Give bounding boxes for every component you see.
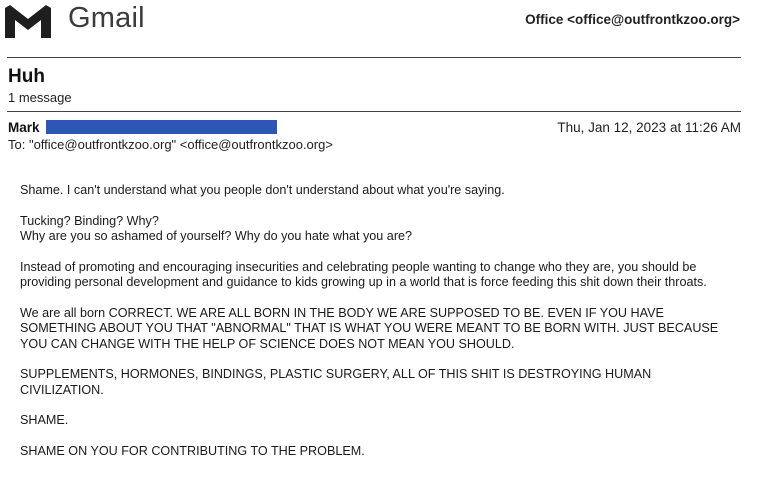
- sender-name: Mark: [8, 120, 40, 135]
- body-paragraph: Tucking? Binding? Why? Why are you so ashamed of yourself? Why do you hate what you are?: [20, 213, 413, 243]
- message-divider: [7, 111, 741, 112]
- body-paragraph: SHAME.: [20, 413, 69, 427]
- account-address: Office <office@outfrontkzoo.org>: [525, 12, 740, 27]
- redacted-sender-email: [46, 120, 277, 134]
- body-paragraph: We are all born CORRECT. WE ARE ALL BORN IN THE BODY WE ARE SUPPOSED TO BE. EVEN IF YOU HAVE SOMETHING ABOUT YOU THAT "ABNORMAL" THAT IS WHAT YOU WERE MEANT TO BE BORN WITH. JUST BECAUSE YOU CAN CHANGE WITH THE HELP OF SCIENCE DOES NOT MEAN YOU SHOULD.: [20, 305, 719, 351]
- header-divider: [7, 57, 741, 58]
- gmail-logo-icon: [2, 2, 54, 40]
- message-count: 1 message: [8, 90, 72, 105]
- message-body: [20, 183, 736, 474]
- message-date: Thu, Jan 12, 2023 at 11:26 AM: [557, 120, 741, 135]
- body-paragraph: Instead of promoting and encouraging insecurities and celebrating people wanting to change who they are, you should be providing personal development and guidance to kids growing up in a world that is force feeding this shit down their throats.: [20, 259, 707, 289]
- email-subject: Huh: [8, 66, 45, 87]
- from-row: [8, 120, 277, 135]
- body-paragraph: SHAME ON YOU FOR CONTRIBUTING TO THE PROBLEM.: [20, 443, 365, 458]
- body-paragraph: Shame. I can't understand what you people don't understand about what you're saying.: [20, 183, 505, 197]
- gmail-wordmark: Gmail: [68, 2, 145, 34]
- recipient-line: To: "office@outfrontkzoo.org" <office@outfrontkzoo.org>: [8, 137, 333, 152]
- body-paragraph: SUPPLEMENTS, HORMONES, BINDINGS, PLASTIC SURGERY, ALL OF THIS SHIT IS DESTROYING HUMAN CIVILIZATION.: [20, 367, 652, 397]
